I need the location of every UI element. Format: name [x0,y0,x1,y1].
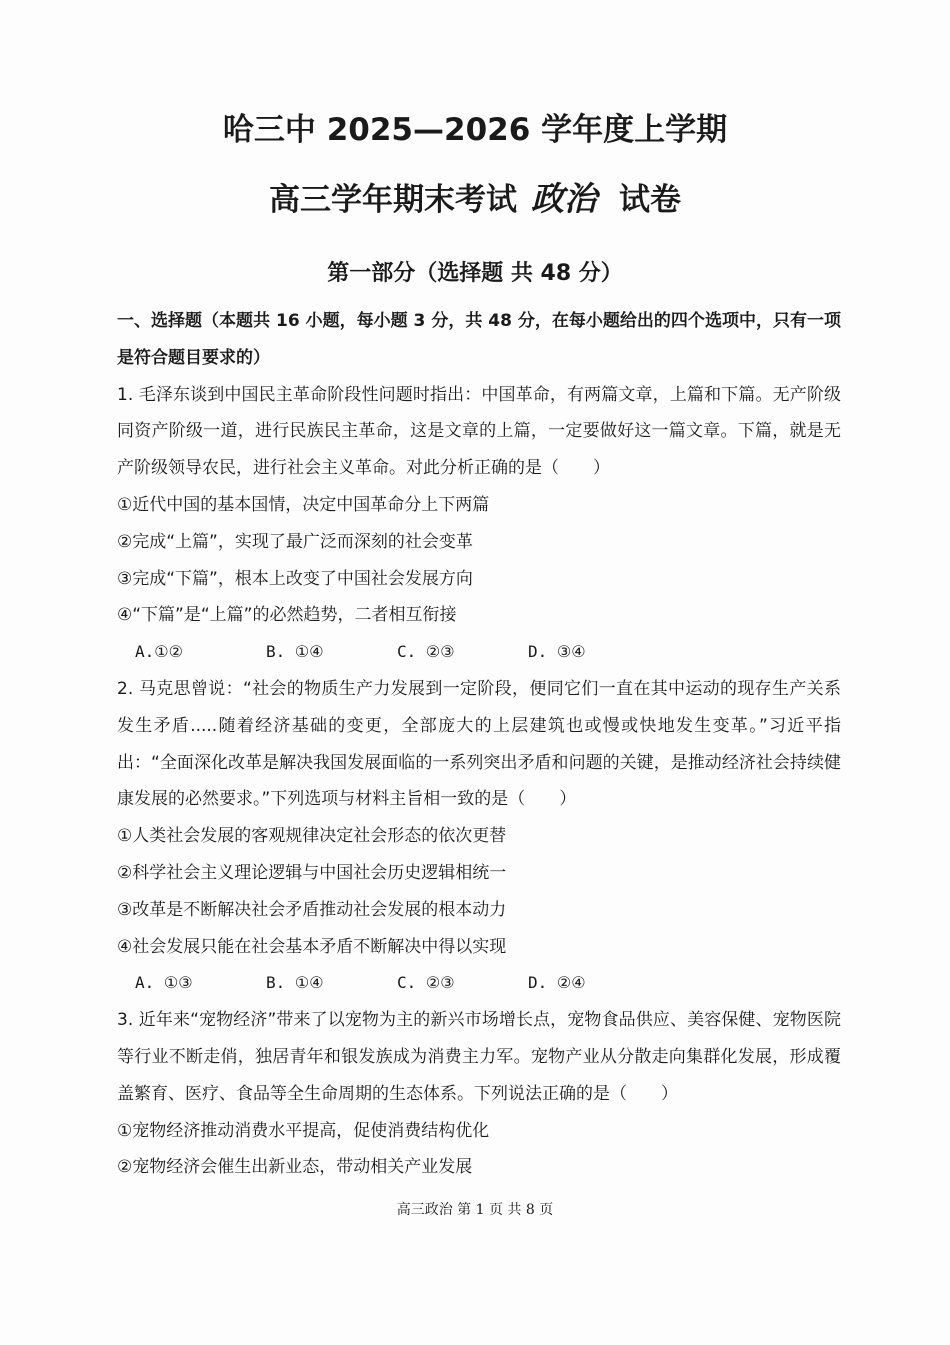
choice-b: B. ①④ [266,642,324,662]
question-2-stem: 2. 马克思曾说：“社会的物质生产力发展到一定阶段，便同它们一直在其中运动的现存生产关系发生矛盾.....随着经济基础的变更，全部庞大的上层建筑也或慢或快地发生变革。”习近平指出：“全面深化改革是解决我国发展面临的一系列突出矛盾和问题的关键，是推动经济社会持续健康发展的必然要求。”下列选项与材料主旨相一致的是（ ） [117,678,841,810]
choice-c: C. ②③ [397,973,455,993]
question-1-item: ④“下篇”是“上篇”的必然趋势，二者相互衔接 [117,605,457,626]
choice-d: D. ②④ [528,973,586,993]
question-3-item: ①宠物经济推动消费水平提高，促使消费结构优化 [117,1120,490,1141]
question-3-stem: 3. 近年来“宠物经济”带来了以宠物为主的新兴市场增长点，宠物食品供应、美容保健、宠物医院等行业不断走俏，独居青年和银发族成为消费主力军。宠物产业从分散走向集群化发展，形成覆盖繁育、医疗、食品等全生命周期的生态体系。下列说法正确的是（ ） [117,1010,841,1104]
questions-area [117,303,841,1186]
question-2-item: ④社会发展只能在社会基本矛盾不断解决中得以实现 [117,936,507,957]
choice-a: A. ①③ [135,973,193,993]
subtitle-suffix: 试卷 [619,182,681,218]
question-2-item: ①人类社会发展的客观规律决定社会形态的依次更替 [117,826,507,847]
choice-b: B. ①④ [266,973,324,993]
question-3-item: ②宠物经济会催生出新业态，带动相关产业发展 [117,1157,473,1178]
section-heading: 一、选择题（本题共 16 小题，每小题 3 分，共 48 分，在每小题给出的四个选项中，只有一项是符合题目要求的） [117,311,841,368]
question-1-item: ②完成“上篇”，实现了最广泛而深刻的社会变革 [117,531,473,552]
question-2-choices [117,965,841,1002]
question-1-item: ③完成“下篇”，根本上改变了中国社会发展方向 [117,568,473,589]
choice-a: A.①② [135,642,183,662]
choice-d: D. ③④ [528,642,586,662]
exam-title: 哈三中 2025—2026 学年度上学期 [222,112,728,148]
question-2-item: ②科学社会主义理论逻辑与中国社会历史逻辑相统一 [117,862,507,883]
page-footer: 高三政治 第 1 页 共 8 页 [396,1202,554,1218]
question-2-item: ③改革是不断解决社会矛盾推动社会发展的根本动力 [117,899,507,920]
question-1-item: ①近代中国的基本国情，决定中国革命分上下两篇 [117,494,490,515]
question-1-choices [117,634,841,671]
exam-subtitle [0,176,950,223]
subtitle-prefix: 高三学年期末考试 [269,182,517,218]
choice-c: C. ②③ [397,642,455,662]
question-1-stem: 1. 毛泽东谈到中国民主革命阶段性问题时指出：中国革命，有两篇文章，上篇和下篇。无产阶级同资产阶级一道，进行民族民主革命，这是文章的上篇，一定要做好这一篇文章。下篇，就是无产阶级领导农民，进行社会主义革命。对此分析正确的是（ ） [117,384,841,479]
part-title: 第一部分（选择题 共 48 分） [327,261,623,286]
subject-name: 政治 [531,179,597,218]
